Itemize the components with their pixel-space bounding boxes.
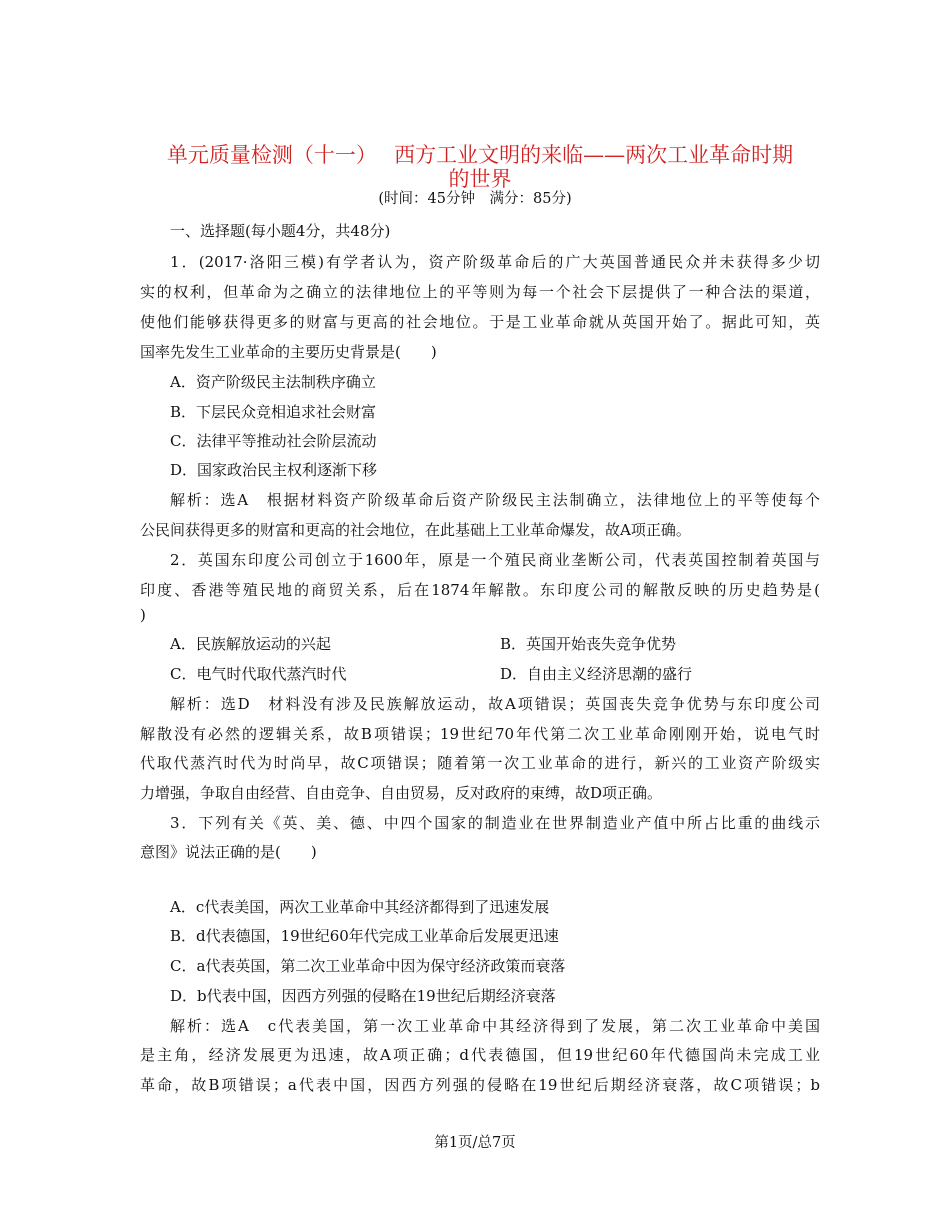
q1-stem: 1．(2017·洛阳三模)有学者认为，资产阶级革命后的广大英国普通民众并未获得多少切 (170, 253, 820, 271)
exam-meta: (时间：45分钟 满分：85分) (378, 191, 572, 207)
q3-analysis: 是主角，经济发展更为迅速，故A项正确；d代表德国，但19世纪60年代德国尚未完成工业 (140, 1046, 820, 1064)
q1-analysis: 公民间获得更多的财富和更高的社会地位，在此基础上工业革命爆发，故A项正确。 (140, 521, 691, 539)
q2-stem: ) (140, 606, 146, 624)
q3-option-b: B．d代表德国，19世纪60年代完成工业革命后发展更迅速 (170, 927, 559, 945)
q3-option-d: D．b代表中国，因西方列强的侵略在19世纪后期经济衰落 (170, 987, 556, 1005)
q2-analysis: 力增强，争取自由经营、自由竞争、自由贸易，反对政府的束缚，故D项正确。 (140, 784, 663, 802)
q2-option-a: A．民族解放运动的兴起 (170, 635, 331, 653)
q3-option-a: A．c代表美国，两次工业革命中其经济都得到了迅速发展 (170, 898, 550, 916)
q3-option-c: C．a代表英国，第二次工业革命中因为保守经济政策而衰落 (170, 957, 566, 975)
q3-stem: 意图》说法正确的是( ) (140, 843, 317, 861)
document-title: 单元质量检测（十一） 西方工业文明的来临——两次工业革命时期 (166, 143, 794, 167)
q1-option-a: A．资产阶级民主法制秩序确立 (170, 373, 376, 391)
q1-option-b: B．下层民众竞相追求社会财富 (170, 403, 377, 421)
q1-option-c: C．法律平等推动社会阶层流动 (170, 432, 377, 450)
document-title-continued: 的世界 (448, 167, 512, 191)
q2-option-c: C．电气时代取代蒸汽时代 (170, 665, 347, 683)
section-heading: 一、选择题(每小题4分，共48分) (170, 222, 391, 240)
q3-analysis: 革命，故B项错误；a代表中国，因西方列强的侵略在19世纪后期经济衰落，故C项错误；b (140, 1076, 820, 1094)
q3-stem: 3．下列有关《英、美、德、中四个国家的制造业在世界制造业产值中所占比重的曲线示 (170, 814, 820, 832)
q1-analysis: 解析：选A 根据材料资产阶级革命后资产阶级民主法制确立，法律地位上的平等使每个 (170, 491, 820, 509)
q1-stem: 国率先发生工业革命的主要历史背景是( ) (140, 343, 437, 361)
q2-stem: 印度、香港等殖民地的商贸关系，后在1874年解散。东印度公司的解散反映的历史趋势是( (140, 581, 820, 599)
q2-analysis: 解析：选D 材料没有涉及民族解放运动，故A项错误；英国丧失竞争优势与东印度公司 (170, 695, 820, 713)
q2-option-b: B．英国开始丧失竞争优势 (500, 635, 677, 653)
q1-option-d: D．国家政治民主权利逐渐下移 (170, 461, 378, 479)
page-number: 第1页/总7页 (434, 1135, 516, 1151)
q1-stem: 使他们能够获得更多的财富与更高的社会地位。于是工业革命就从英国开始了。据此可知，英 (140, 313, 820, 331)
q2-option-d: D．自由主义经济思潮的盛行 (500, 665, 693, 683)
q2-analysis: 代取代蒸汽时代为时尚早，故C项错误；随着第一次工业革命的进行，新兴的工业资产阶级实 (140, 754, 820, 772)
q3-analysis: 解析：选A c代表美国，第一次工业革命中其经济得到了发展，第二次工业革命中美国 (170, 1017, 820, 1035)
q2-stem: 2．英国东印度公司创立于1600年，原是一个殖民商业垄断公司，代表英国控制着英国与 (170, 551, 820, 569)
q1-stem: 实的权利，但革命为之确立的法律地位上的平等则为每一个社会下层提供了一种合法的渠道， (140, 283, 820, 301)
q2-analysis: 解散没有必然的逻辑关系，故B项错误；19世纪70年代第二次工业革命刚刚开始，说电气时 (140, 725, 820, 743)
